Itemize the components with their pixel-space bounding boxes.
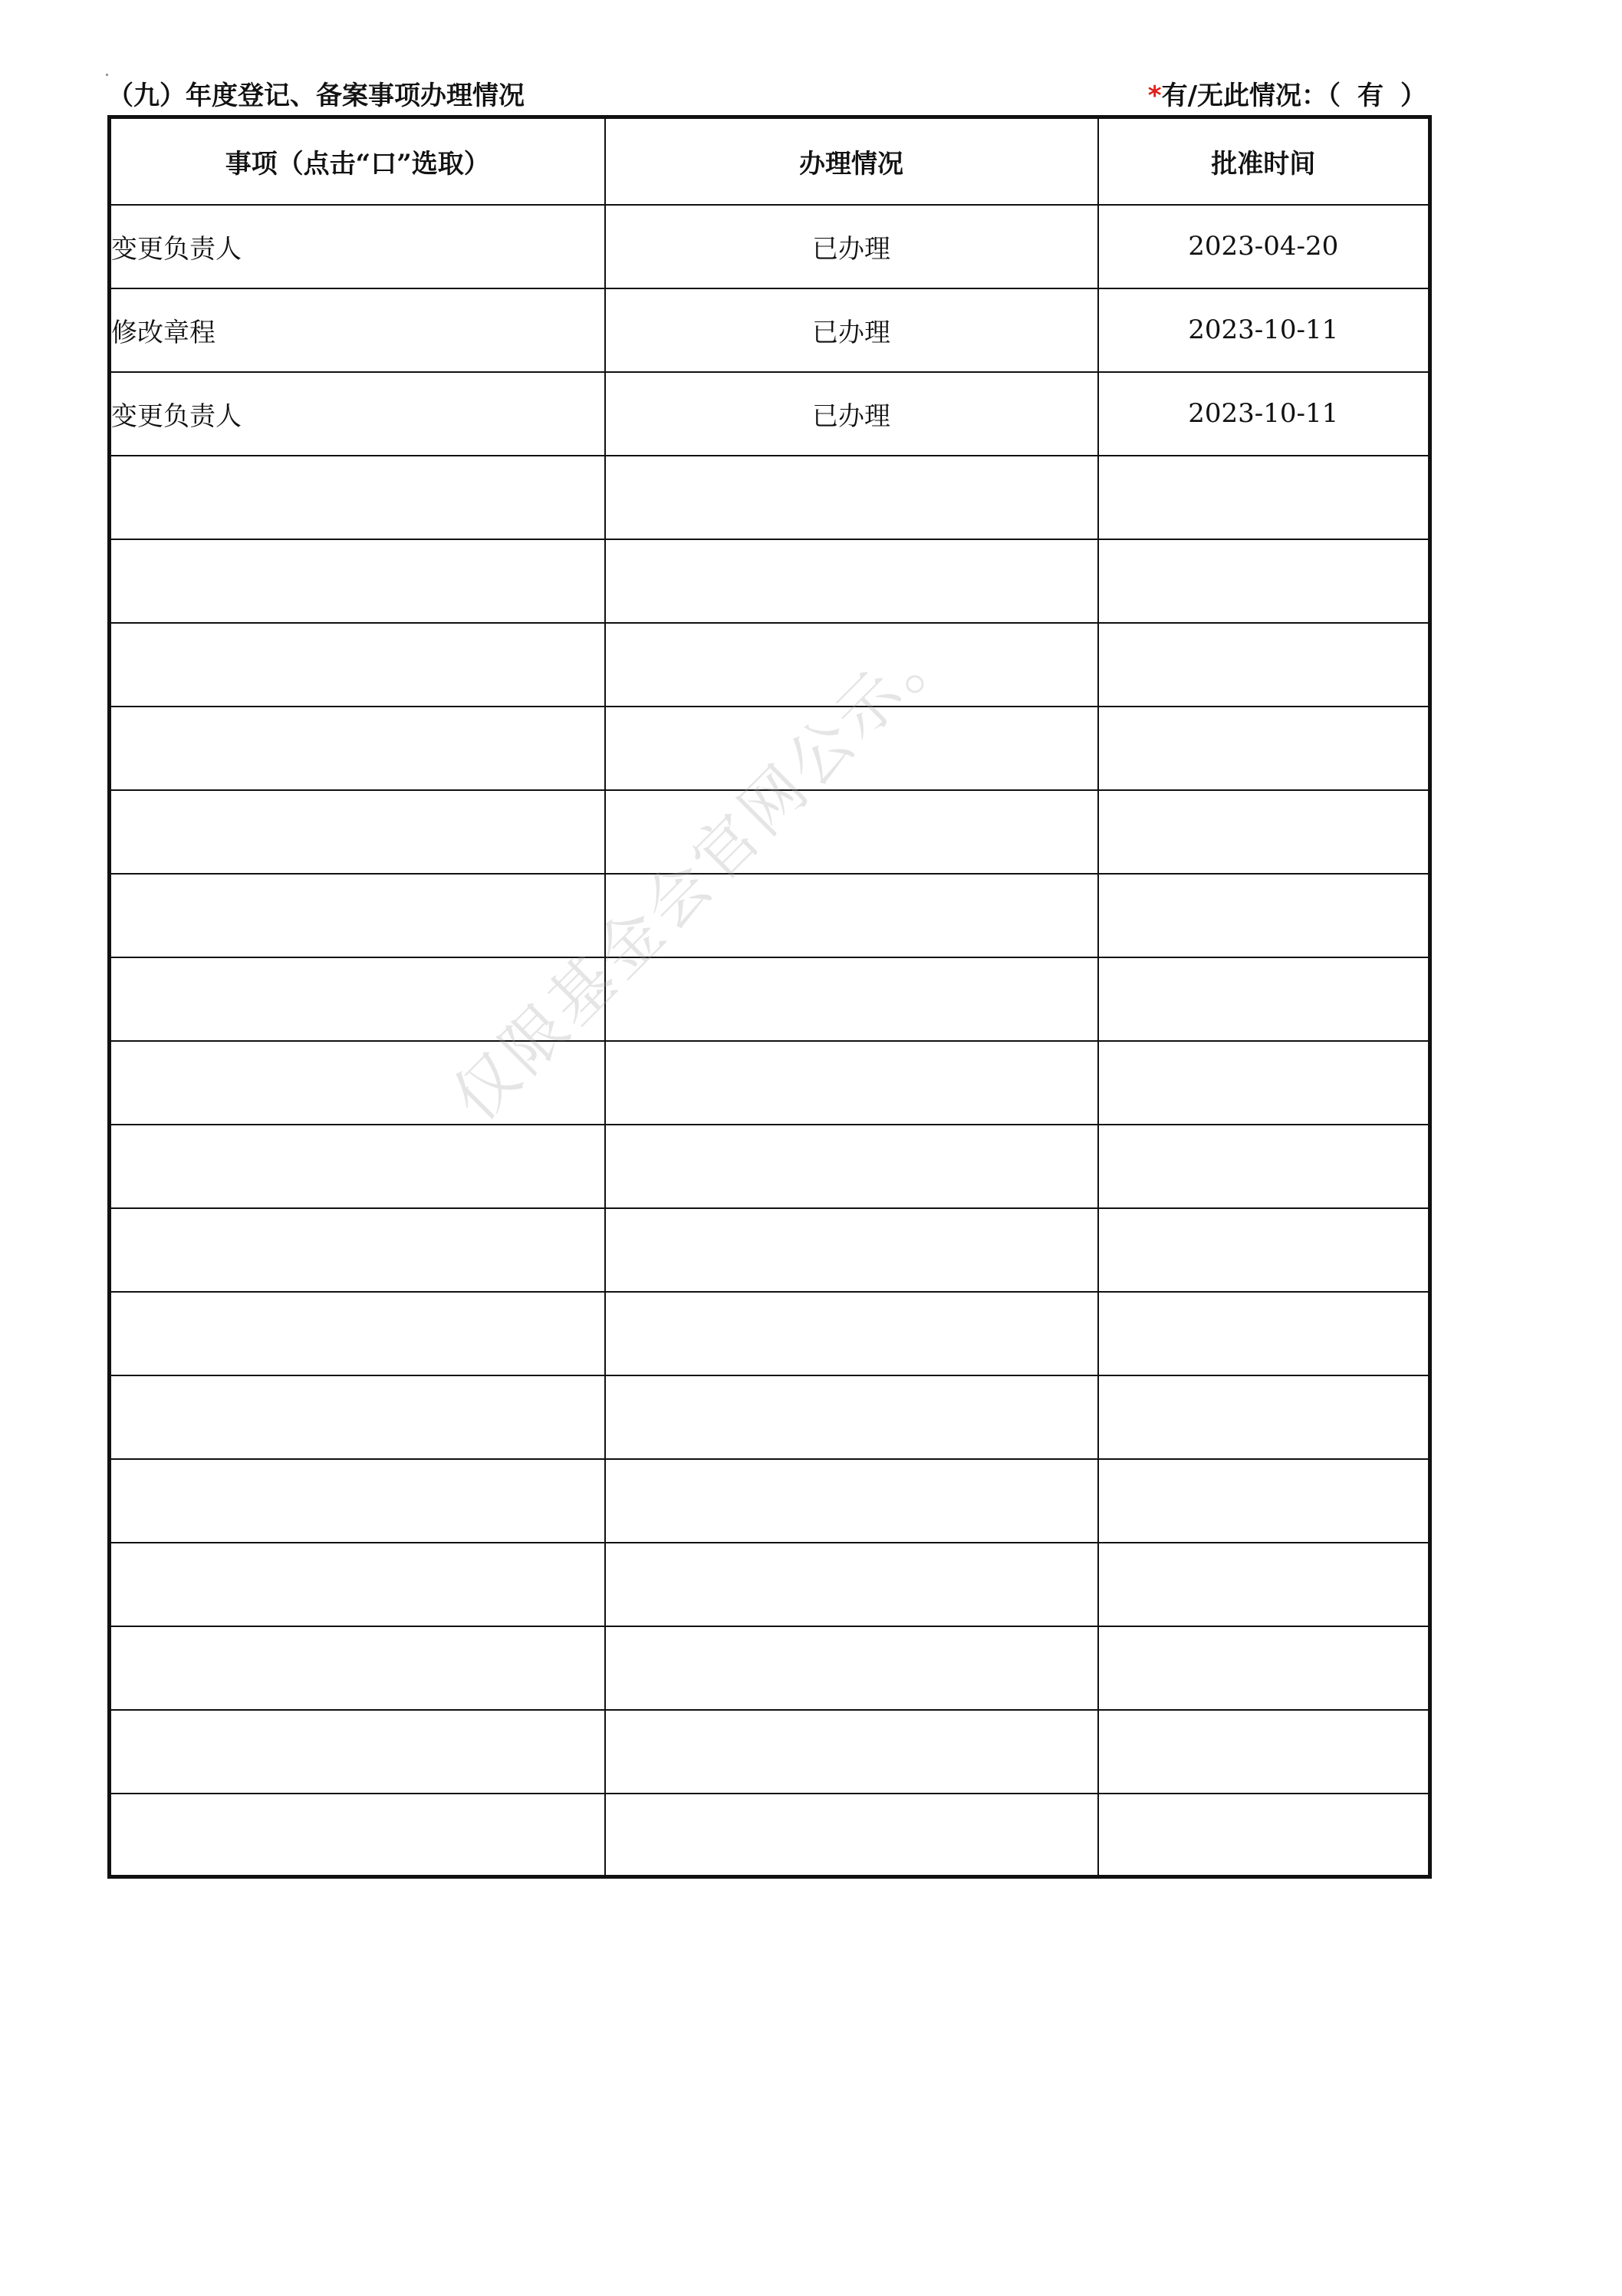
date-cell: 2023-10-11 — [1098, 288, 1430, 372]
date-cell — [1098, 539, 1430, 623]
indicator-label: 有/无此情况：（ — [1161, 81, 1341, 111]
status-cell — [605, 456, 1098, 539]
item-cell: 修改章程 — [110, 288, 605, 372]
registration-table — [107, 115, 1432, 1879]
item-cell — [110, 539, 605, 623]
status-cell: 已办理 — [605, 205, 1098, 288]
date-cell — [1098, 874, 1430, 957]
table-header-row — [110, 117, 1430, 205]
item-cell — [110, 1459, 605, 1543]
status-cell — [605, 1208, 1098, 1292]
status-cell — [605, 539, 1098, 623]
table-row — [110, 1543, 1430, 1626]
table-row — [110, 1626, 1430, 1710]
date-cell: 2023-10-11 — [1098, 372, 1430, 456]
item-cell — [110, 456, 605, 539]
item-cell — [110, 623, 605, 707]
table-row — [110, 288, 1430, 372]
table-row — [110, 1125, 1430, 1208]
item-cell — [110, 1292, 605, 1375]
status-cell — [605, 874, 1098, 957]
table-row — [110, 1710, 1430, 1794]
item-cell: 变更负责人 — [110, 205, 605, 288]
status-cell — [605, 1459, 1098, 1543]
date-cell — [1098, 790, 1430, 874]
required-star: * — [1147, 81, 1162, 111]
table-row — [110, 372, 1430, 456]
table-row — [110, 1292, 1430, 1375]
section-title: （九）年度登记、备案事项办理情况 — [107, 81, 525, 111]
table-row — [110, 1041, 1430, 1125]
item-cell — [110, 1375, 605, 1459]
item-cell — [110, 1208, 605, 1292]
date-cell — [1098, 1292, 1430, 1375]
table-row — [110, 456, 1430, 539]
status-cell — [605, 1710, 1098, 1794]
table-row — [110, 539, 1430, 623]
table-row — [110, 1375, 1430, 1459]
date-cell — [1098, 1375, 1430, 1459]
status-cell: 已办理 — [605, 288, 1098, 372]
date-cell — [1098, 623, 1430, 707]
status-cell — [605, 623, 1098, 707]
date-cell — [1098, 1125, 1430, 1208]
scan-dot — [106, 74, 108, 76]
indicator-value: 有 — [1357, 81, 1383, 111]
date-cell — [1098, 957, 1430, 1041]
header-item: 事项（点击“口”选取） — [110, 117, 605, 205]
status-cell — [605, 707, 1098, 790]
table-row — [110, 1794, 1430, 1877]
section-header — [107, 77, 1426, 115]
status-cell — [605, 1125, 1098, 1208]
item-cell — [110, 1794, 605, 1877]
status-cell — [605, 1041, 1098, 1125]
table-row — [110, 623, 1430, 707]
status-cell — [605, 1543, 1098, 1626]
status-cell — [605, 957, 1098, 1041]
date-cell — [1098, 1543, 1430, 1626]
status-cell: 已办理 — [605, 372, 1098, 456]
date-cell: 2023-04-20 — [1098, 205, 1430, 288]
item-cell: 变更负责人 — [110, 372, 605, 456]
table-row — [110, 790, 1430, 874]
date-cell — [1098, 1459, 1430, 1543]
has-none-indicator — [1148, 77, 1426, 115]
date-cell — [1098, 456, 1430, 539]
header-status: 办理情况 — [605, 117, 1098, 205]
status-cell — [605, 790, 1098, 874]
table-row — [110, 957, 1430, 1041]
status-cell — [605, 1794, 1098, 1877]
table-row — [110, 1459, 1430, 1543]
watermark: 仅限基金会官网公示。 — [439, 606, 969, 1135]
item-cell — [110, 1626, 605, 1710]
table-row — [110, 707, 1430, 790]
date-cell — [1098, 1626, 1430, 1710]
date-cell — [1098, 1041, 1430, 1125]
item-cell — [110, 1710, 605, 1794]
table-row — [110, 874, 1430, 957]
date-cell — [1098, 1794, 1430, 1877]
item-cell — [110, 790, 605, 874]
status-cell — [605, 1375, 1098, 1459]
header-date: 批准时间 — [1098, 117, 1430, 205]
indicator-close: ） — [1400, 81, 1426, 111]
item-cell — [110, 707, 605, 790]
item-cell — [110, 1125, 605, 1208]
item-cell — [110, 874, 605, 957]
status-cell — [605, 1626, 1098, 1710]
item-cell — [110, 957, 605, 1041]
item-cell — [110, 1543, 605, 1626]
date-cell — [1098, 1710, 1430, 1794]
table-row — [110, 1208, 1430, 1292]
table-row — [110, 205, 1430, 288]
date-cell — [1098, 1208, 1430, 1292]
item-cell — [110, 1041, 605, 1125]
date-cell — [1098, 707, 1430, 790]
status-cell — [605, 1292, 1098, 1375]
